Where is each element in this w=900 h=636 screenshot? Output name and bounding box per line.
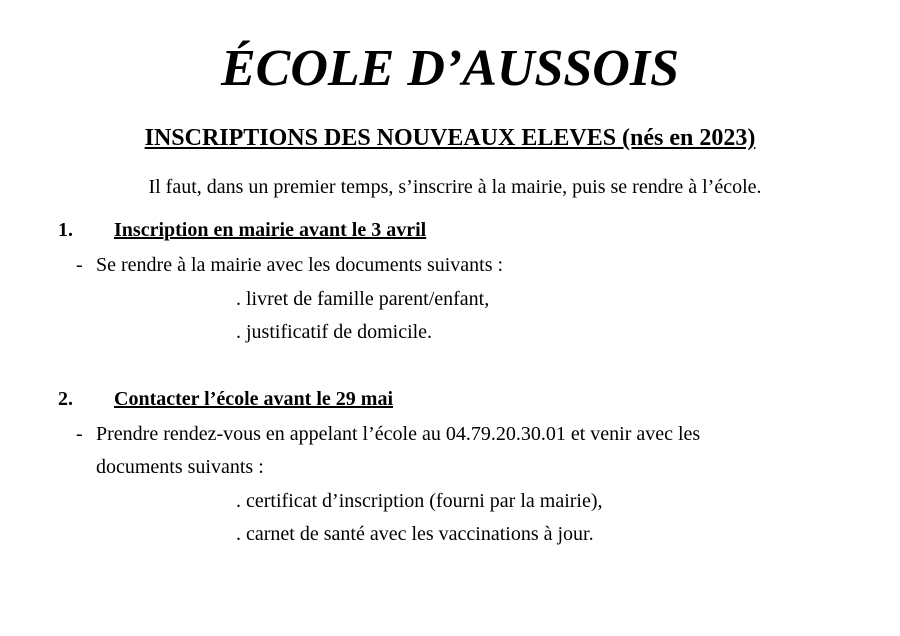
section-1-bullet: - <box>76 254 83 276</box>
page-title: ÉCOLE D’AUSSOIS <box>220 40 680 97</box>
section-1-heading: Inscription en mairie avant le 3 avril <box>114 219 427 241</box>
section-2-instruction-text: Prendre rendez-vous en appelant l’école au 04.79.20.30.01 et venir avec les <box>96 423 701 445</box>
section-2-instruction <box>76 418 700 450</box>
section-2-number: 2. <box>58 388 73 410</box>
section-1-number: 1. <box>58 219 73 241</box>
section-2-item-2: . carnet de santé avec les vaccinations à jour. <box>236 523 594 545</box>
section-2-heading: Contacter l’école avant le 29 mai <box>114 388 393 410</box>
page-subtitle: INSCRIPTIONS DES NOUVEAUX ELEVES (nés en 2023) <box>144 125 756 151</box>
section-2-header <box>58 384 393 414</box>
section-1-item-1: . livret de famille parent/enfant, <box>236 288 490 310</box>
section-1-header <box>58 215 426 245</box>
section-2-bullet: - <box>76 423 83 445</box>
section-1-instruction <box>76 249 503 281</box>
section-2-instruction-continued: documents suivants : <box>96 456 264 478</box>
intro-text: Il faut, dans un premier temps, s’inscrire à la mairie, puis se rendre à l’école. <box>148 176 762 198</box>
section-2-item-1: . certificat d’inscription (fourni par la mairie), <box>236 490 603 512</box>
section-1-instruction-text: Se rendre à la mairie avec les documents suivants : <box>96 254 504 276</box>
section-1-item-2: . justificatif de domicile. <box>236 321 433 343</box>
